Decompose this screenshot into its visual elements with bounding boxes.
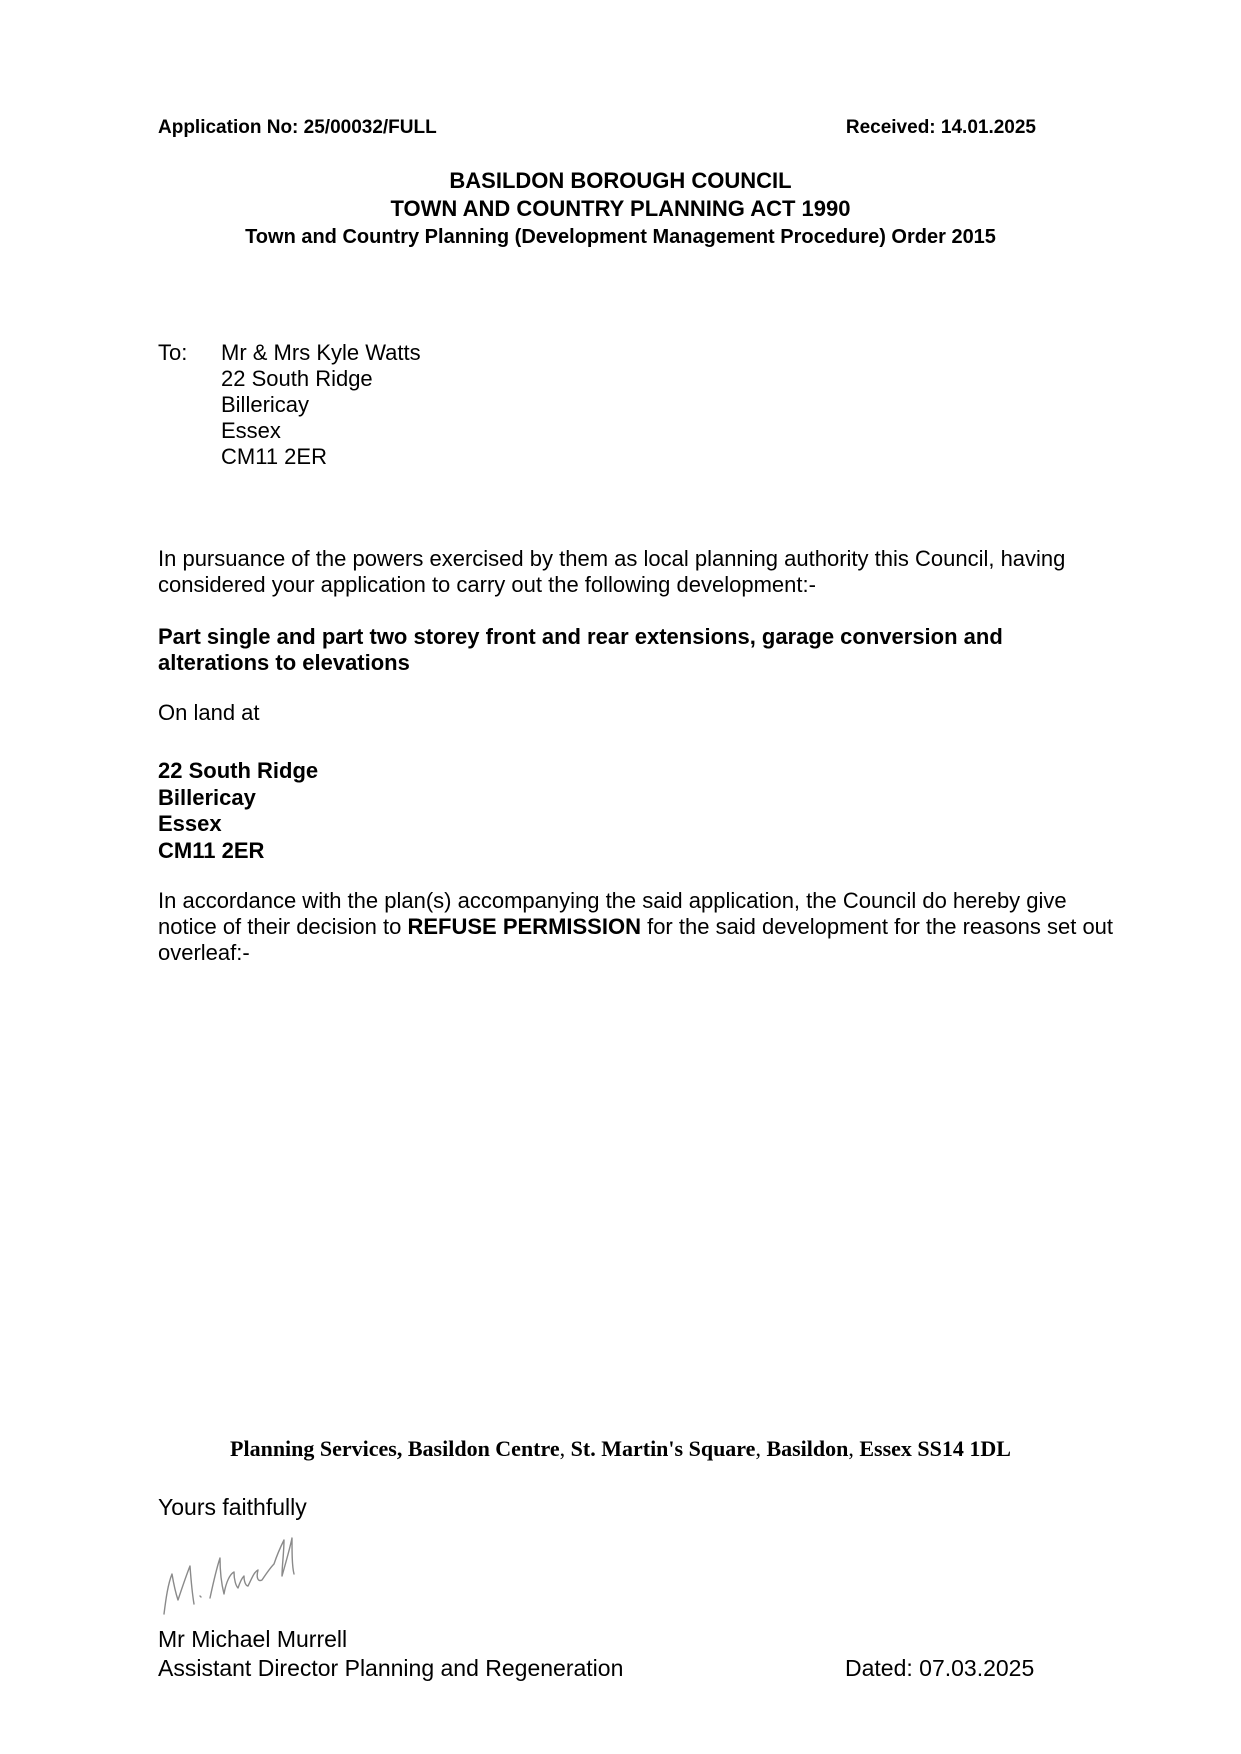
recipient-town: Billericay xyxy=(221,392,310,417)
decision-text-post: for the said development for the reasons set out overleaf:- xyxy=(158,914,1114,965)
recipient-street: 22 South Ridge xyxy=(221,366,373,391)
handwritten-signature xyxy=(150,1522,330,1622)
recipient-county: Essex xyxy=(221,418,281,443)
to-label: To: xyxy=(158,340,188,365)
site-county: Essex xyxy=(158,811,222,836)
decision-date: Dated: 07.03.2025 xyxy=(845,1655,1035,1681)
office-address-sep3: , xyxy=(848,1436,860,1461)
intro-paragraph: In pursuance of the powers exercised by them as local planning authority this Council, having considered your application to carry out the following development:- xyxy=(158,546,1066,597)
site-town: Billericay xyxy=(158,784,256,810)
office-address-sep2: , xyxy=(755,1436,767,1461)
application-number: Application No: 25/00032/FULL xyxy=(158,117,437,138)
office-address xyxy=(0,1436,1241,1462)
received-date: Received: 14.01.2025 xyxy=(845,117,1036,138)
site-address xyxy=(158,758,318,864)
sign-off: Yours faithfully xyxy=(158,1494,307,1520)
recipient-name: Mr & Mrs Kyle Watts xyxy=(221,340,421,365)
office-address-part3: Basildon xyxy=(766,1436,849,1461)
decision-outcome: REFUSE PERMISSION xyxy=(407,914,641,939)
office-address-sep1: , xyxy=(559,1436,571,1461)
recipient-postcode: CM11 2ER xyxy=(221,444,327,469)
on-land-at: On land at xyxy=(158,700,260,725)
signer-name: Mr Michael Murrell xyxy=(158,1626,348,1652)
council-title: BASILDON BOROUGH COUNCIL xyxy=(449,168,792,193)
site-postcode: CM11 2ER xyxy=(158,837,265,863)
recipient-address xyxy=(221,340,421,470)
signer-position: Assistant Director Planning and Regeneration xyxy=(158,1655,624,1681)
decision-paragraph xyxy=(158,888,1118,966)
title-block xyxy=(0,167,1241,251)
site-street: 22 South Ridge xyxy=(158,758,319,783)
order-title: Town and Country Planning (Development Management Procedure) Order 2015 xyxy=(245,226,996,248)
development-description: Part single and part two storey front and rear extensions, garage conversion and alterations to elevations xyxy=(158,624,1003,675)
document-header xyxy=(158,117,1036,139)
act-title: TOWN AND COUNTRY PLANNING ACT 1990 xyxy=(390,196,851,221)
office-address-part4: Essex SS14 1DL xyxy=(859,1436,1011,1461)
decision-text-pre: In accordance with the plan(s) accompanying the said application, the Council do hereby give notice of their decision to xyxy=(158,888,1067,939)
office-address-part2: St. Martin's Square xyxy=(570,1436,756,1461)
office-address-part1: Planning Services, Basildon Centre xyxy=(230,1436,560,1461)
